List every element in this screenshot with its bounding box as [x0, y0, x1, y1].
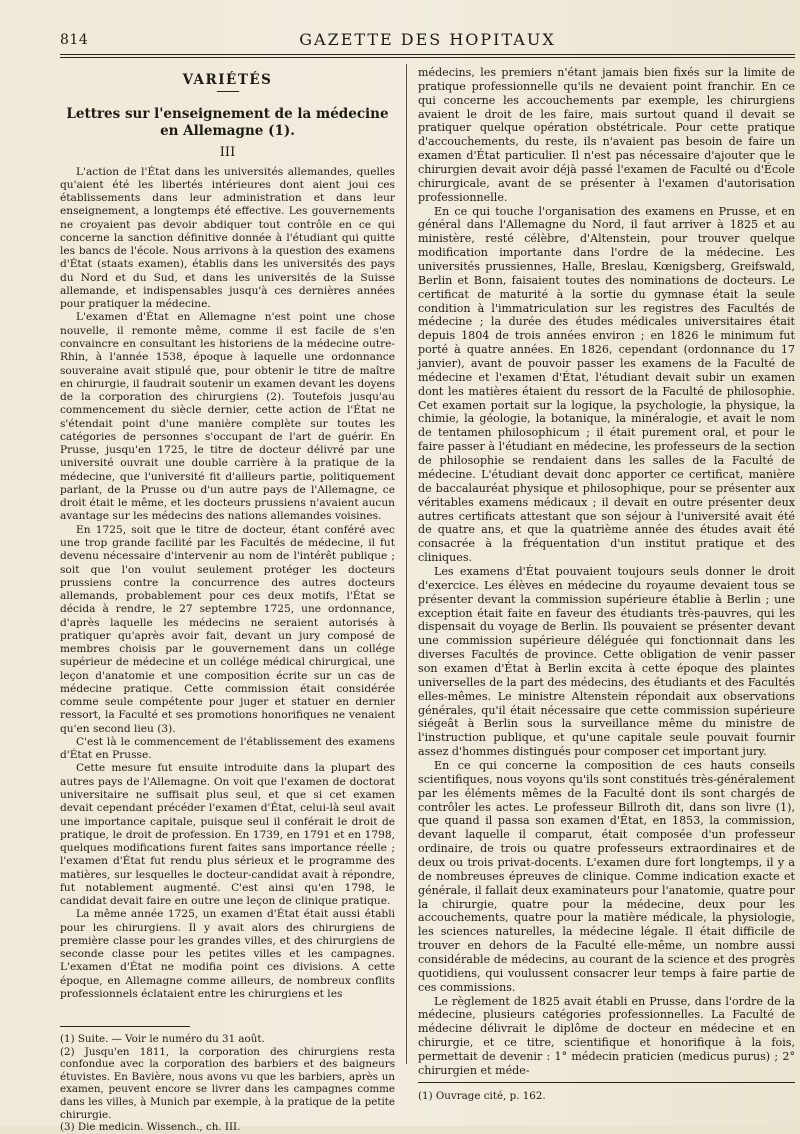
journal-title: GAZETTE DES HOPITAUX [299, 30, 556, 49]
footnote: (3) Die medicin. Wissench., ch. III. [60, 1121, 241, 1134]
right-footnotes [418, 1090, 795, 1103]
paragraph: médecins, les premiers n'étant jamais bien fixés sur la limite de pratique professionnelle qu'ils ne devaient point franchir. En ce qui concerne les accouchements par exemple, les chirurgiens avaient le droit de les faire, mais surtout quand il devait se pratiquer quelque opération obstétricale. Pour cette pratique d'accouchements, du reste, ils n'avaient pas besoin de faire un examen d'État particulier. Il n'est pas nécessaire d'ajouter que le chirurgien devait avoir déjà passé l'examen de Faculté ou d'École chirurgicale, avant de se présenter à l'examen d'autorisation professionnelle. [418, 66, 795, 204]
section-title: VARIÉTÉS [182, 72, 273, 88]
paragraph: En ce qui concerne la composition de ces hauts conseils scientifiques, nous voyons qu'ils sont constitués très-généralement par les éléments mêmes de la Faculté dont ils sont chargés de contrôler les actes. Le professeur Billroth dit, dans son livre (1), que quand il passa son examen d'État, en 1853, la commission, devant laquelle il comparut, était composée d'un professeur ordinaire, de trois ou quatre professeurs extraordinaires et de deux ou trois privat-docents. L'examen dure fort longtemps, il y a de nombreuses épreuves de clinique. Comme indication exacte et générale, il fallait deux examinateurs pour l'anatomie, quatre pour la chirurgie, quatre pour la médecine, deux pour les accouchements, quatre pour la matière médicale, la physiologie, les sciences naturelles, la médecine légale. Il était difficile de trouver en dehors de la Faculté elle-même, un nombre aussi considérable de médecins, au courant de la science et des progrès quotidiens, qui voulussent consacrer leur temps à faire partie de ces commissions. [418, 758, 795, 994]
footnote: (1) Suite. — Voir le numéro du 31 août. [60, 1033, 265, 1045]
page-number: 814 [60, 32, 89, 48]
paragraph: En ce qui touche l'organisation des examens en Prusse, et en général dans l'Allemagne du Nord, il faut arriver à 1825 et au ministère, resté célèbre, d'Altenstein, pour trouver quelque modification importante dans l'ordre de la médecine. Les universités prussiennes, Halle, Breslau, Kœnigsberg, Greifswald, Berlin et Bonn, faisaient toutes des nominations de docteurs. Le certificat de maturité à la sortie du gymnase était la seule condition à l'immatriculation sur les registres des Facultés de médecine ; la durée des études médicales universitaires était depuis 1804 de trois années environ ; en 1826 le minimum fut porté à quatre années. En 1826, cependant (ordonnance du 17 janvier), avant de pouvoir passer les examens de la Faculté de médecine et l'examen d'État, l'étudiant devait subir un examen dont les matières étaient du ressort de la Faculté de philosophie. Cet examen portait sur la logique, la psychologie, la physique, la chimie, la géologie, la botanique, la minéralogie, et avait le nom de tentamen philosophicum ; il était purement oral, et pour le faire passer à l'étudiant en médecine, les professeurs de la section de philosophie se rendaient dans les salles de la Faculté de médecine. L'étudiant devait donc apporter ce certificat, manière de baccalauréat physique et philosophique, pour se présenter aux véritables examens médicaux ; il devait en outre présenter deux autres certificats attestant que son séjour à l'université avait été de quatre ans, et que la quatrième année des études avait été consacrée à la fréquentation d'un institut pratique et des cliniques. [418, 204, 795, 565]
paragraph: L'examen d'État en Allemagne n'est point une chose nouvelle, il remonte même, comme il est facile de s'en convaincre en consultant les historiens de la médecine outre-Rhin, à l'année 1538, époque à laquelle une ordonnance souveraine avait stipulé que, pour obtenir le titre de maître en chirurgie, il faudrait soutenir un examen devant les doyens de la corporation des chirurgiens (2). Toutefois jusqu'au commencement du siècle dernier, cette action de l'État ne s'étendait point d'une manière complète sur toutes les catégories de personnes s'occupant de l'art de guérir. En Prusse, jusqu'en 1725, le titre de docteur délivré par une université ouvrait une double carrière à la pratique de la médecine, que l'université fit d'ailleurs partie, politiquement parlant, de la Prusse ou d'un autre pays de l'Allemagne, ce droit était le même, et les docteurs prussiens n'avaient aucun avantage sur les médecins des nations allemandes voisines. [60, 311, 395, 523]
title-separator [217, 91, 239, 92]
paragraph: C'est là le commencement de l'établissement des examens d'État en Prusse. [60, 735, 395, 762]
paragraph: En 1725, soit que le titre de docteur, étant conféré avec une trop grande facilité par les Facultés de médecine, il fut devenu nécessaire d'intervenir au nom de l'intérêt publique ; soit que l'on voulut seulement protéger les docteurs prussiens contre la concurrence des autres docteurs allemands, probablement pour ces deux motifs, l'État se décida à rendre, le 27 septembre 1725, une ordonnance, d'après laquelle les médecins ne seraient autorisés à pratiquer qu'après avoir fait, devant un jury composé de membres choisis par le gouvernement dans un collége supérieur de médecine et un collége médical chirurgical, une leçon d'anatomie et une composition écrite sur un cas de médecine pratique. Cette commission était considérée comme seule compétente pour juger et statuer en dernier ressort, la Faculté et ses promotions honorifiques ne venaient qu'en second lieu (3). [60, 523, 395, 735]
paragraph: Le règlement de 1825 avait établi en Prusse, dans l'ordre de la médecine, plusieurs catégories professionnelles. La Faculté de médecine délivrait le diplôme de docteur en médecine et en chirurgie, et ce titre, scientifique et honorifique à la fois, permettait de devenir : 1° médecin praticien (medicus purus) ; 2° chirurgien et méde- [418, 994, 795, 1077]
paragraph: Les examens d'État pouvaient toujours seuls donner le droit d'exercice. Les élèves en médecine du royaume devaient tous se présenter devant la commission supérieure établie à Berlin ; une exception était faite en faveur des étudiants très-pauvres, qui les dispensait du voyage de Berlin. Ils pouvaient se présenter devant une commission supérieure déléguée qui fonctionnait dans les diverses Facultés de province. Cette obligation de venir passer son examen d'État à Berlin excita à cette époque des plaintes universelles de la part des médecins, des étudiants et des Facultés elles-mêmes. Le ministre Altenstein répondait aux observations générales, qu'il était nécessaire que cette commission supérieure siégeât à Berlin sous la surveillance même du ministre de l'instruction publique, et qu'une capitale seule pouvait fournir assez d'hommes distingués pour composer cet important jury. [418, 564, 795, 759]
article-title: Lettres sur l'enseignement de la médecine en Allemagne (1). [66, 106, 389, 140]
article-part-number: III [219, 145, 236, 161]
footnote: (2) Jusqu'en 1811, la corporation des chirurgiens resta confondue avec la corporation des barbiers et des baigneurs étuvistes. En Bavière, nous avons vu que les barbiers, après un examen, peuvent encore se livrer dans les campagnes comme dans les villes, à Munich par exemple, à la pratique de la petite chirurgie. [60, 1045, 395, 1121]
footnote-rule [418, 1082, 795, 1083]
column-divider [406, 64, 407, 1064]
footnote-rule [60, 1026, 190, 1027]
footnote: (1) Ouvrage cité, p. 162. [418, 1090, 546, 1102]
left-footnotes [60, 1026, 395, 1134]
header-rule-bottom [60, 57, 795, 58]
paragraph: Cette mesure fut ensuite introduite dans la plupart des autres pays de l'Allemagne. On voit que l'examen de doctorat universitaire ne suffisait plus seul, et que si cet examen devait cependant précéder l'examen d'État, celui-là seul avait une importance capitale, puisque seul il conférait le droit de pratique, le droit de profession. En 1739, en 1791 et en 1798, quelques modifications furent faites sans importance réelle ; l'examen d'État fut rendu plus sérieux et le programme des matières, sur lesquelles le docteur-candidat avait à répondre, fut notablement augmenté. C'est ainsi qu'en 1798, le candidat devait faire en outre une leçon de clinique pratique. [60, 762, 395, 908]
left-column [60, 66, 395, 1001]
paragraph: La même année 1725, un examen d'État était aussi établi pour les chirurgiens. Il y avait alors des chirurgiens de première classe pour les grandes villes, et des chirurgiens de seconde classe pour les petites villes et les campagnes. L'examen d'État ne modifia point ces divisions. A cette époque, en Allemagne comme ailleurs, de nombreux conflits professionnels éclataient entre les chirurgiens et les [60, 908, 395, 1000]
page-header [60, 30, 795, 52]
right-column [418, 66, 795, 1078]
paragraph: L'action de l'État dans les universités allemandes, quelles qu'aient été les libertés intérieures dont aient joui ces établissements dans leur administration et dans leur enseignement, a longtemps été effective. Les gouvernements ne croyaient pas devoir abdiquer tout contrôle en ce qui concerne la sanction définitive donnée à l'étudiant qui quitte les bancs de l'école. Nous arrivons à la question des examens d'État (staats examen), établis dans les universités des pays du Nord et du Sud, et dans les universités de la Suisse allemande, et indispensables jusqu'à ces dernières années pour pratiquer la médecine. [60, 165, 395, 311]
header-rule-top [60, 54, 795, 55]
